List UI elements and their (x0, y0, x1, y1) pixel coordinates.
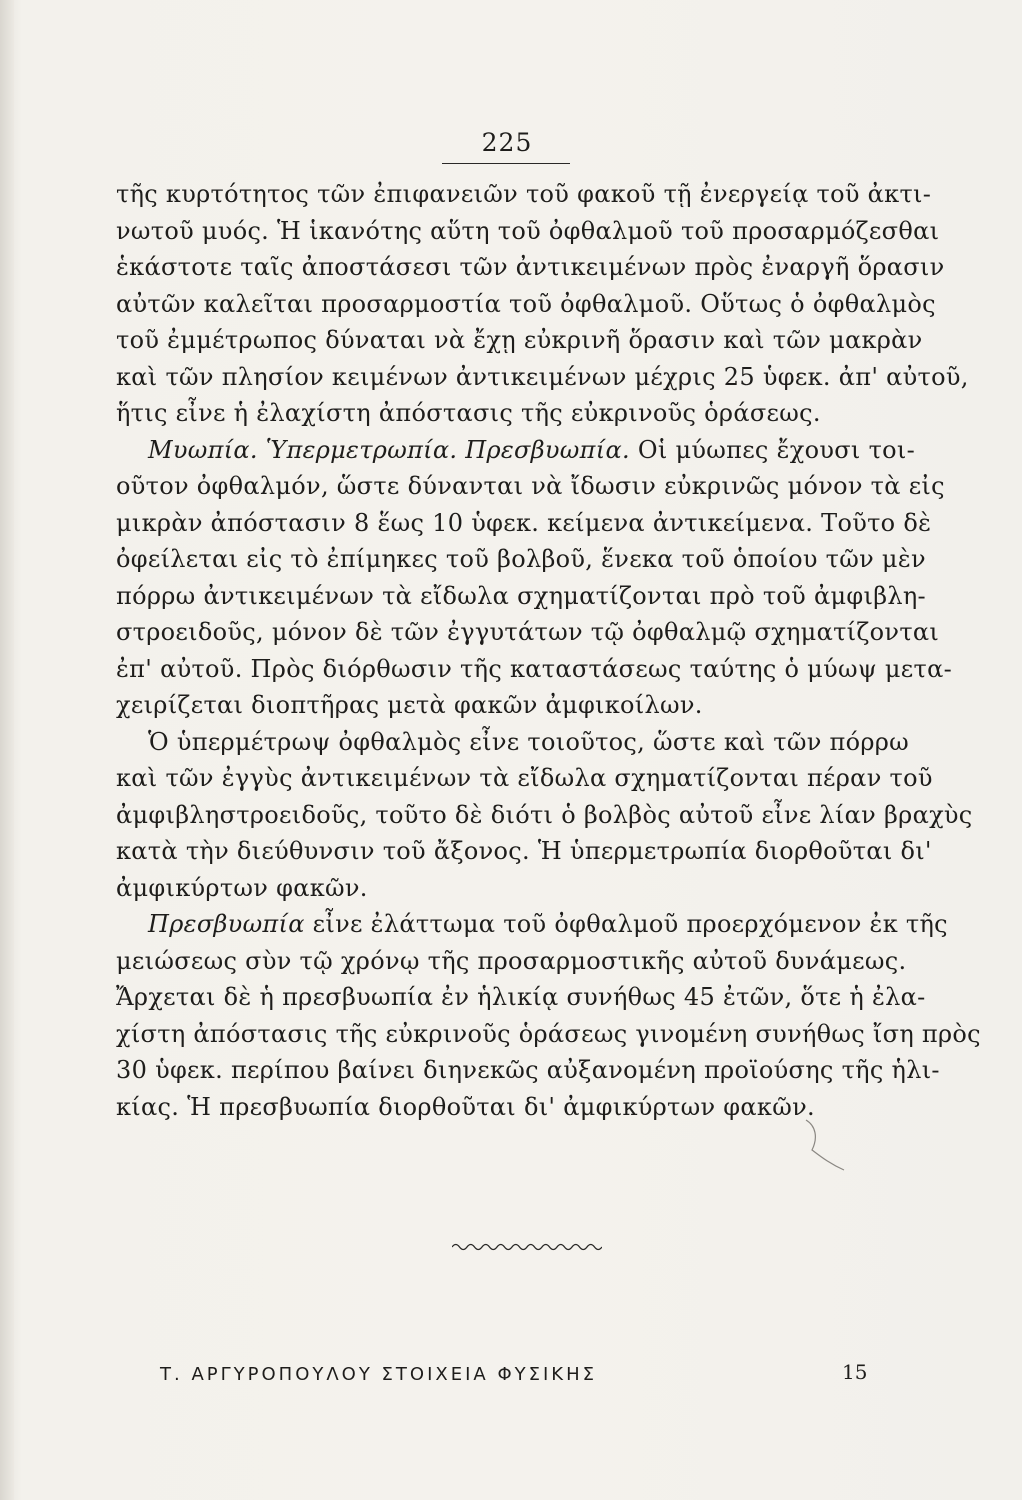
section-heading-line (116, 432, 916, 469)
text-line: μειώσεως σὺν τῷ χρόνῳ τῆς προσαρμοστικῆς αὐτοῦ δυνάμεως. (116, 946, 907, 975)
text-line: κίας. Ἡ πρεσβυωπία διορθοῦται δι' ἀμφικύρτων φακῶν. (116, 1092, 815, 1121)
text-line: ἐπ' αὐτοῦ. Πρὸς διόρθωσιν τῆς καταστάσεως ταύτης ὁ μύωψ μετα- (116, 654, 953, 683)
text-line: πόρρω ἀντικειμένων τὰ εἴδωλα σχηματίζονται πρὸ τοῦ ἀμφιβλη- (116, 581, 926, 610)
signature-number: 15 (842, 1360, 868, 1384)
text-line: ἀμφικύρτων φακῶν. (116, 873, 368, 902)
text-line: μικρὰν ἀπόστασιν 8 ἕως 10 ὑφεκ. κείμενα ἀντικείμενα. Τοῦτο δὲ (116, 508, 932, 537)
text-line: καὶ τῶν ἐγγὺς ἀντικειμένων τὰ εἴδωλα σχηματίζονται πέραν τοῦ (116, 764, 933, 792)
section-heading-presbyopia: Πρεσβυωπία (148, 910, 305, 938)
text-line: αὐτῶν καλεῖται προσαρμοστία τοῦ ὀφθαλμοῦ. Οὕτως ὁ ὀφθαλμὸς (116, 289, 936, 318)
text-line: Ἄρχεται δὲ ἡ πρεσβυωπία ἐν ἡλικίᾳ συνήθως 45 ἐτῶν, ὅτε ἡ ἐλα- (116, 983, 926, 1011)
text-line: ἀμφιβληστροειδοῦς, τοῦτο δὲ διότι ὁ βολβὸς αὐτοῦ εἶνε λίαν βραχὺς (116, 800, 973, 829)
body-text (116, 176, 981, 1125)
page-spine-shadow (0, 0, 14, 1500)
pencil-mark-icon (800, 1112, 850, 1172)
header-rule (442, 163, 570, 164)
text-line: τοῦ ἐμμέτρωπος δύναται νὰ ἔχῃ εὐκρινῆ ὅρασιν καὶ τῶν μακρὰν (116, 326, 923, 354)
text-line: νωτοῦ μυός. Ἡ ἱκανότης αὕτη τοῦ ὀφθαλμοῦ τοῦ προσαρμόζεσθαι (116, 216, 940, 245)
section-heading-myopia: Μυωπία. Ὑπερμετρωπία. Πρεσβυωπία. (148, 435, 630, 464)
text-line: Ὁ ὑπερμέτρωψ ὀφθαλμὸς εἶνε τοιοῦτος, ὥστε καὶ τῶν πόρρω (148, 727, 910, 756)
section-heading-line (116, 906, 948, 943)
text-line: καὶ τῶν πλησίον κειμένων ἀντικειμένων μέχρις 25 ὑφεκ. ἀπ' αὐτοῦ, (116, 362, 969, 391)
text-line: ἑκάστοτε ταῖς ἀποστάσεσι τῶν ἀντικειμένων πρὸς ἐναργῆ ὅρασιν (116, 253, 945, 281)
text-line: χίστη ἀπόστασις τῆς εὐκρινοῦς ὁράσεως γινομένη συνήθως ἴση πρὸς (116, 1019, 981, 1048)
text-fragment: Οἱ μύωπες ἔχουσι τοι- (637, 435, 916, 464)
text-line: χειρίζεται διοπτῆρας μετὰ φακῶν ἀμφικοίλων. (116, 691, 703, 719)
text-line: κατὰ τὴν διεύθυνσιν τοῦ ἄξονος. Ἡ ὑπερμετρωπία διορθοῦται δι' (116, 837, 932, 865)
text-line: τῆς κυρτότητος τῶν ἐπιφανειῶν τοῦ φακοῦ τῇ ἐνεργείᾳ τοῦ ἀκτι- (116, 180, 932, 208)
text-line: 30 ὑφεκ. περίπου βαίνει διηνεκῶς αὐξανομένη προϊούσης τῆς ἡλι- (116, 1056, 940, 1084)
end-ornament-icon (452, 1240, 602, 1254)
text-line: οῦτον ὀφθαλμόν, ὥστε δύνανται νὰ ἴδωσιν εὐκρινῶς μόνον τὰ εἰς (116, 472, 945, 500)
footer-book-title: Τ. ΑΡΓΥΡΟΠΟΥΛΟΥ ΣΤΟΙΧΕΙΑ ΦΥΣΙΚΗΣ (160, 1364, 597, 1385)
text-line: ἥτις εἶνε ἡ ἐλαχίστη ἀπόστασις τῆς εὐκρινοῦς ὁράσεως. (116, 399, 821, 427)
text-fragment: εἶνε ἐλάττωμα τοῦ ὀφθαλμοῦ προερχόμενον ἐκ τῆς (312, 910, 948, 938)
page-number: 225 (481, 128, 533, 157)
text-line: ὀφείλεται εἰς τὸ ἐπίμηκες τοῦ βολβοῦ, ἕνεκα τοῦ ὁποίου τῶν μὲν (116, 545, 926, 573)
text-line: στροειδοῦς, μόνον δὲ τῶν ἐγγυτάτων τῷ ὀφθαλμῷ σχηματίζονται (116, 618, 940, 646)
